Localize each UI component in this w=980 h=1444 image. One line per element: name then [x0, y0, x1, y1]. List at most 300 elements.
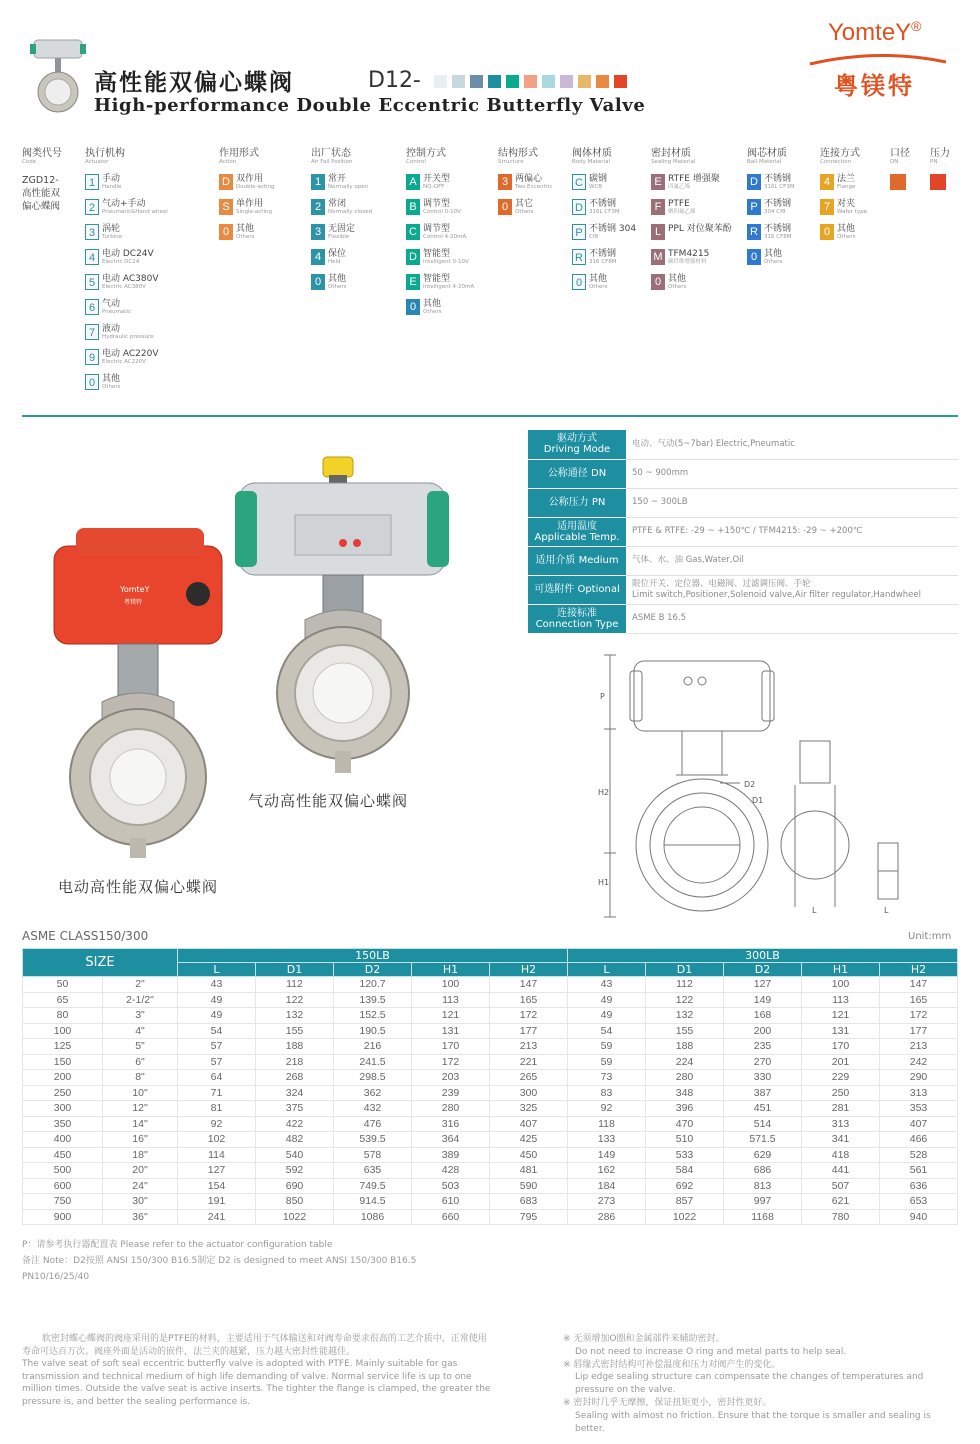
- structure-option-label: [515, 174, 552, 191]
- actuator-option-code: 0: [85, 374, 99, 390]
- dim-col-header: D1: [256, 963, 334, 977]
- action-option-cn: 双作用: [236, 174, 264, 184]
- body-option-label: [589, 199, 620, 216]
- dimension-drawing: [590, 645, 920, 925]
- body-option: [572, 224, 636, 249]
- table-cell: 65: [23, 992, 103, 1008]
- table-cell: 50: [23, 977, 103, 993]
- color-swatch: [488, 75, 501, 88]
- ball-option-label: [764, 174, 795, 191]
- section-divider: [22, 415, 958, 417]
- table-cell: 83: [568, 1085, 646, 1101]
- group-300lb-header: 300LB: [568, 949, 958, 963]
- table-row: [23, 1132, 958, 1148]
- table-cell: 100: [23, 1023, 103, 1039]
- actuator-option-label: [102, 224, 122, 241]
- table-cell: 131: [802, 1023, 880, 1039]
- control-option-en: NO-OFF: [423, 184, 445, 190]
- seal-subheading: Sealing Material: [651, 159, 696, 165]
- actuator-heading: 执行机构: [85, 148, 125, 159]
- table-cell: 152.5: [334, 1008, 412, 1024]
- table-cell: 389: [412, 1147, 490, 1163]
- table-cell: 113: [412, 992, 490, 1008]
- failpos-option-code: 1: [311, 174, 325, 190]
- dim-col-header: D2: [724, 963, 802, 977]
- table-cell: 112: [256, 977, 334, 993]
- action-option-en: Double-acting: [236, 184, 275, 190]
- actuator-option-code: 9: [85, 349, 99, 365]
- code-value: 偏心蝶阀: [22, 201, 61, 212]
- table-cell: 400: [23, 1132, 103, 1148]
- table-cell: 5": [103, 1039, 178, 1055]
- table-cell: 476: [334, 1116, 412, 1132]
- action-option: [219, 224, 275, 249]
- seal-option-code: L: [651, 224, 665, 240]
- actuator-option-en: Turbine: [102, 234, 123, 240]
- table-cell: 155: [646, 1023, 724, 1039]
- table-cell: 172: [880, 1008, 958, 1024]
- brand-name: YomteY: [828, 19, 912, 46]
- table-cell: 997: [724, 1194, 802, 1210]
- page-title-en: High-performance Double Eccentric Butterfly Valve: [94, 95, 646, 116]
- control-option: [406, 199, 474, 224]
- table-cell: 200: [724, 1023, 802, 1039]
- table-cell: 121: [802, 1008, 880, 1024]
- body-option-en: Cf8: [589, 234, 599, 240]
- action-subheading: Action: [219, 159, 237, 165]
- table-cell: 122: [256, 992, 334, 1008]
- spec-value: [626, 488, 958, 517]
- actuator-option-label: [102, 299, 131, 316]
- actuator-subheading: Actuator: [85, 159, 109, 165]
- pneumatic-valve-photo: [235, 455, 450, 780]
- spec-key: [528, 546, 626, 575]
- control-subheading: Control: [406, 159, 426, 165]
- spec-value-line: 150 ~ 300LB: [632, 497, 688, 507]
- actuator-brand-text: YomteY: [120, 585, 150, 594]
- spec-value: [626, 575, 958, 604]
- actuator-option-en: Pneumatic&Hand wheel: [102, 209, 168, 215]
- spec-key: [528, 430, 626, 459]
- dim-col-header: H1: [412, 963, 490, 977]
- control-option-cn: 智能型: [423, 274, 451, 284]
- spec-key: [528, 517, 626, 546]
- body-option-cn: 不锈钢: [589, 249, 617, 259]
- spec-row: [528, 488, 958, 517]
- seal-option-code: E: [651, 174, 665, 190]
- feature-cn: ※ 密封时几乎无摩擦，保证扭矩更小，密封性更好。: [563, 1397, 772, 1408]
- control-option: [406, 299, 474, 324]
- dim-col-header: L: [568, 963, 646, 977]
- body-column: [572, 148, 636, 299]
- control-option-label: [423, 249, 469, 266]
- control-option-code: D: [406, 249, 420, 265]
- table-cell: 200: [23, 1070, 103, 1086]
- table-row: [23, 1008, 958, 1024]
- structure-option-cn: 两偏心: [515, 174, 543, 184]
- control-option-code: A: [406, 174, 420, 190]
- color-swatch: [542, 75, 555, 88]
- table-cell: 49: [178, 1008, 256, 1024]
- table-cell: 147: [490, 977, 568, 993]
- connection-option-en: Flange: [837, 184, 856, 190]
- action-option: [219, 174, 275, 199]
- color-swatch: [506, 75, 519, 88]
- control-option-en: Control 0-10V: [423, 209, 461, 215]
- actuator-option-code: 3: [85, 224, 99, 240]
- action-column: [219, 148, 275, 249]
- body-option-en: Others: [589, 284, 608, 290]
- table-cell: 690: [256, 1178, 334, 1194]
- table-cell: 43: [568, 977, 646, 993]
- ball-subheading: Ball Material: [747, 159, 782, 165]
- spec-row: [528, 430, 958, 459]
- spec-key-cn: 连接标准: [557, 607, 597, 619]
- table-cell: 165: [880, 992, 958, 1008]
- color-swatch: [578, 75, 591, 88]
- actuator-option: [85, 349, 168, 374]
- table-cell: 165: [490, 992, 568, 1008]
- failpos-option-code: 0: [311, 274, 325, 290]
- structure-subheading: Structure: [498, 159, 524, 165]
- table-cell: 149: [568, 1147, 646, 1163]
- structure-option-en: Others: [515, 209, 534, 215]
- spec-key: [528, 604, 626, 633]
- spec-key-cn: 可选附件 Optional: [534, 584, 620, 595]
- table-cell: 290: [880, 1070, 958, 1086]
- dims-title: ASME CLASS150/300: [22, 929, 149, 943]
- failpos-heading: 出厂状态: [311, 148, 351, 159]
- table-cell: 900: [23, 1209, 103, 1225]
- seal-option-code: F: [651, 199, 665, 215]
- table-cell: 286: [568, 1209, 646, 1225]
- table-cell: 43: [178, 977, 256, 993]
- table-cell: 470: [646, 1116, 724, 1132]
- table-cell: 188: [646, 1039, 724, 1055]
- ball-heading: 阀芯材质: [747, 148, 787, 159]
- table-cell: 154: [178, 1178, 256, 1194]
- connection-subheading: Connection: [820, 159, 852, 165]
- connection-option: [820, 174, 867, 199]
- failpos-option-label: [328, 249, 346, 266]
- dn-heading: 口径: [890, 148, 910, 159]
- actuator-option-cn: 电动 DC24V: [102, 249, 154, 259]
- table-cell: 20": [103, 1163, 178, 1179]
- table-cell: 280: [412, 1101, 490, 1117]
- control-option-label: [423, 299, 441, 316]
- control-option-code: 0: [406, 299, 420, 315]
- body-option-code: C: [572, 174, 586, 190]
- table-cell: 12": [103, 1101, 178, 1117]
- pn-subheading: PN: [930, 159, 938, 165]
- structure-column: [498, 148, 552, 224]
- table-cell: 540: [256, 1147, 334, 1163]
- action-option-label: [236, 199, 272, 216]
- table-cell: 49: [568, 1008, 646, 1024]
- seal-option: [651, 199, 732, 224]
- table-cell: 59: [568, 1039, 646, 1055]
- table-cell: 112: [646, 977, 724, 993]
- actuator-option-cn: 涡轮: [102, 224, 121, 234]
- table-cell: 268: [256, 1070, 334, 1086]
- table-cell: 692: [646, 1178, 724, 1194]
- table-cell: 229: [802, 1070, 880, 1086]
- body-option-cn: 碳钢: [589, 174, 608, 184]
- table-cell: 313: [880, 1085, 958, 1101]
- failpos-option-cn: 保位: [328, 249, 347, 259]
- seal-option-cn: PTFE: [668, 199, 690, 209]
- seal-option-label: [668, 174, 720, 191]
- actuator-option: [85, 199, 168, 224]
- seal-option: [651, 274, 732, 299]
- table-cell: 428: [412, 1163, 490, 1179]
- table-row: [23, 1116, 958, 1132]
- brand-logo-en: [828, 18, 922, 47]
- failpos-option-code: 2: [311, 199, 325, 215]
- connection-option-en: Wafer type: [837, 209, 868, 215]
- table-cell: 813: [724, 1178, 802, 1194]
- seal-option-label: [668, 249, 709, 266]
- ball-option-label: [764, 199, 791, 216]
- failpos-option-label: [328, 199, 372, 216]
- table-cell: 92: [568, 1101, 646, 1117]
- table-cell: 177: [880, 1023, 958, 1039]
- control-option-en: Control 4-20mA: [423, 234, 467, 240]
- action-option-cn: 其他: [236, 224, 255, 234]
- actuator-brand-cn-text: 粤镁特: [124, 599, 143, 606]
- table-cell: 54: [568, 1023, 646, 1039]
- table-cell: 118: [568, 1116, 646, 1132]
- table-cell: 514: [724, 1116, 802, 1132]
- spec-key: [528, 575, 626, 604]
- ball-option: [747, 249, 795, 274]
- connection-option-cn: 对夹: [837, 199, 856, 209]
- table-cell: 600: [23, 1178, 103, 1194]
- ball-option-cn: 不锈钢: [764, 199, 792, 209]
- color-swatch: [524, 75, 537, 88]
- table-cell: 127: [178, 1163, 256, 1179]
- table-cell: 250: [23, 1085, 103, 1101]
- spec-key-cn: 公称通径 DN: [547, 468, 607, 479]
- dim-col-header: H1: [802, 963, 880, 977]
- seal-heading: 密封材质: [651, 148, 691, 159]
- spec-row: [528, 517, 958, 546]
- table-cell: 850: [256, 1194, 334, 1210]
- table-cell: 80: [23, 1008, 103, 1024]
- dn-subheading: DN: [890, 159, 899, 165]
- failpos-option: [311, 274, 372, 299]
- seal-option: [651, 249, 732, 274]
- control-option-code: E: [406, 274, 420, 290]
- table-cell: 466: [880, 1132, 958, 1148]
- table-cell: 1022: [646, 1209, 724, 1225]
- connection-option-cn: 其他: [837, 224, 856, 234]
- action-option: [219, 199, 275, 224]
- spec-key-en: Driving Mode: [543, 444, 611, 456]
- table-row: [23, 1147, 958, 1163]
- ball-option-code: 0: [747, 249, 761, 265]
- control-option-cn: 调节型: [423, 224, 451, 234]
- spec-value-line: 50 ~ 900mm: [632, 468, 689, 478]
- ball-option-cn: 不锈钢: [764, 174, 792, 184]
- table-cell: 653: [880, 1194, 958, 1210]
- table-cell: 139.5: [334, 992, 412, 1008]
- actuator-option-en: Hydraulic pressure: [102, 334, 154, 340]
- actuator-column: [85, 148, 168, 399]
- table-cell: 1168: [724, 1209, 802, 1225]
- table-cell: 432: [334, 1101, 412, 1117]
- table-cell: 16": [103, 1132, 178, 1148]
- table-cell: 330: [724, 1070, 802, 1086]
- connection-option-code: 0: [820, 224, 834, 240]
- control-option-cn: 开关型: [423, 174, 451, 184]
- spec-table: [528, 430, 958, 634]
- color-swatch: [596, 75, 609, 88]
- connection-option-label: [837, 199, 867, 216]
- group-150lb-header: 150LB: [178, 949, 568, 963]
- seal-option-en: 四氟乙烯: [668, 184, 691, 190]
- code-column: [22, 148, 62, 213]
- table-cell: 147: [880, 977, 958, 993]
- seal-option-cn: PPL 对位聚苯酚: [668, 224, 732, 234]
- table-cell: 280: [646, 1070, 724, 1086]
- table-cell: 375: [256, 1101, 334, 1117]
- table-cell: 353: [880, 1101, 958, 1117]
- color-swatch: [560, 75, 573, 88]
- ball-option-code: D: [747, 174, 761, 190]
- table-row: [23, 1085, 958, 1101]
- table-cell: 172: [490, 1008, 568, 1024]
- failpos-option-label: [328, 174, 368, 191]
- table-cell: 121: [412, 1008, 490, 1024]
- spec-row: [528, 575, 958, 604]
- actuator-option: [85, 174, 168, 199]
- spec-key-cn: 驱动方式: [557, 433, 597, 445]
- footer-desc-en: The valve seat of soft seal eccentric butterfly valve is adopted with PTFE. Mainly suitable for gas transmission and technical medium of high life demanding of valve. Normal service life is up to one million times. Outside the valve seat is active inserts. The tighter the flange is clamped, the greater the pressure is, and better the sealing performance is.: [22, 1359, 491, 1407]
- dim-col-header: D1: [646, 963, 724, 977]
- structure-option-label: [515, 199, 533, 216]
- actuator-option-en: Electric DC24: [102, 259, 140, 265]
- table-cell: 242: [880, 1054, 958, 1070]
- failpos-option-code: 4: [311, 249, 325, 265]
- seal-option-en: Others: [668, 284, 687, 290]
- connection-option-label: [837, 224, 855, 241]
- table-cell: 71: [178, 1085, 256, 1101]
- note-line: PN10/16/25/40: [22, 1272, 90, 1282]
- action-option-cn: 单作用: [236, 199, 264, 209]
- body-option-label: [589, 249, 617, 266]
- table-cell: 49: [178, 992, 256, 1008]
- feature-cn: ※ 唇缘式密封结构可补偿温度和压力对阀产生的变化。: [563, 1359, 781, 1370]
- table-cell: 131: [412, 1023, 490, 1039]
- feature-cn: ※ 无须增加O圈和金属部件来辅助密封。: [563, 1334, 725, 1344]
- action-option-en: Others: [236, 234, 255, 240]
- table-cell: 635: [334, 1163, 412, 1179]
- table-cell: 216: [334, 1039, 412, 1055]
- body-heading: 阀体材质: [572, 148, 612, 159]
- table-cell: 686: [724, 1163, 802, 1179]
- table-cell: 273: [568, 1194, 646, 1210]
- actuator-option-cn: 气动: [102, 299, 121, 309]
- table-cell: 150: [23, 1054, 103, 1070]
- body-option-label: [589, 224, 636, 241]
- actuator-option-en: Handle: [102, 184, 122, 190]
- table-cell: 507: [802, 1178, 880, 1194]
- structure-option-code: 0: [498, 199, 512, 215]
- ball-option-code: P: [747, 199, 761, 215]
- electric-valve-caption: 电动高性能双偏心蝶阀: [58, 878, 219, 896]
- body-option-code: P: [572, 224, 586, 240]
- actuator-option-cn: 其他: [102, 374, 121, 384]
- failpos-option: [311, 249, 372, 274]
- table-cell: 241.5: [334, 1054, 412, 1070]
- table-cell: 590: [490, 1178, 568, 1194]
- control-option: [406, 224, 474, 249]
- table-cell: 73: [568, 1070, 646, 1086]
- action-option-code: D: [219, 174, 233, 190]
- code-value: 高性能双: [22, 188, 61, 199]
- label-h2: H2: [598, 788, 610, 797]
- spec-value-line: ASME B 16.5: [632, 613, 687, 623]
- table-cell: 749.5: [334, 1178, 412, 1194]
- seal-option-code: 0: [651, 274, 665, 290]
- table-cell: 683: [490, 1194, 568, 1210]
- table-cell: 57: [178, 1054, 256, 1070]
- table-cell: 503: [412, 1178, 490, 1194]
- control-column: [406, 148, 474, 324]
- note-line: P：请参考执行器配置表 Please refer to the actuator configuration table: [22, 1240, 333, 1250]
- spec-key-cn: 适用温度: [557, 520, 597, 532]
- body-option-code: D: [572, 199, 586, 215]
- table-cell: 241: [178, 1209, 256, 1225]
- ball-option: [747, 224, 795, 249]
- table-cell: 636: [880, 1178, 958, 1194]
- body-option-code: R: [572, 249, 586, 265]
- failpos-option-en: Flexible: [328, 234, 350, 240]
- failpos-option-en: Held: [328, 259, 341, 265]
- control-option-code: B: [406, 199, 420, 215]
- connection-heading: 连接方式: [820, 148, 860, 159]
- table-cell: 364: [412, 1132, 490, 1148]
- table-cell: 324: [256, 1085, 334, 1101]
- control-option-en: Others: [423, 309, 442, 315]
- page-title-cn: 高性能双偏心蝶阀: [94, 70, 294, 96]
- structure-option-cn: 其它: [515, 199, 534, 209]
- table-cell: 14": [103, 1116, 178, 1132]
- control-option-label: [423, 199, 461, 216]
- ball-option: [747, 174, 795, 199]
- ball-option: [747, 199, 795, 224]
- table-cell: 270: [724, 1054, 802, 1070]
- color-swatch: [452, 75, 465, 88]
- table-cell: 224: [646, 1054, 724, 1070]
- ball-option-cn: 不锈钢: [764, 224, 792, 234]
- code-heading: 阀类代号: [22, 148, 62, 159]
- footer-features: [563, 1333, 958, 1435]
- action-option-en: Single-acting: [236, 209, 272, 215]
- table-cell: 1086: [334, 1209, 412, 1225]
- table-cell: 500: [23, 1163, 103, 1179]
- table-cell: 127: [724, 977, 802, 993]
- label-d1: D1: [752, 796, 764, 805]
- table-row: [23, 1101, 958, 1117]
- actuator-option-en: Pneumatic: [102, 309, 132, 315]
- spec-value-line: PTFE & RTFE: -29 ~ +150℃ / TFM4215: -29 ~ +200℃: [632, 526, 863, 536]
- table-cell: 54: [178, 1023, 256, 1039]
- connection-option-code: 7: [820, 199, 834, 215]
- failpos-option-en: Normally closed: [328, 209, 373, 215]
- registered-mark: ®: [911, 18, 922, 34]
